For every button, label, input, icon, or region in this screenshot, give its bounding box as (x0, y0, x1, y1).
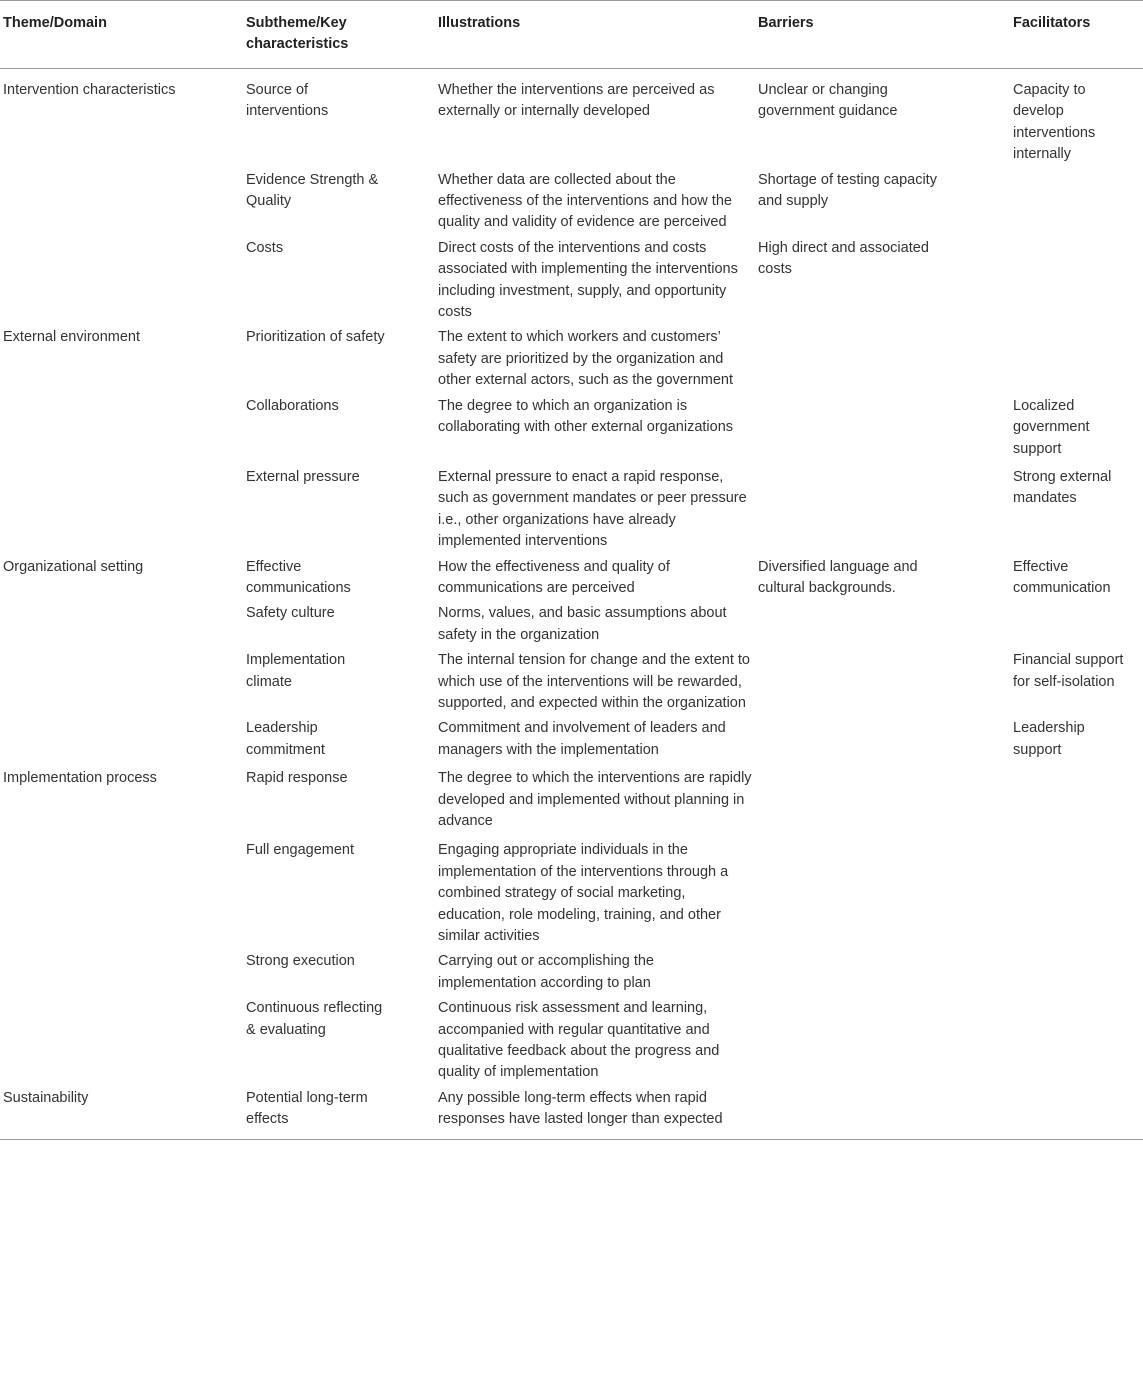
theme-cell (0, 650, 246, 718)
header-illustrations: Illustrations (438, 15, 521, 31)
facilitator-cell: Localized government support (1013, 397, 1090, 457)
theme-cell (0, 238, 246, 328)
illustration-cell: Any possible long-term effects when rapid responses have lasted longer than expected (438, 1089, 723, 1128)
facilitator-cell: Financial support for self-isolation (1013, 652, 1124, 690)
theme-cell (0, 603, 246, 650)
illustration-cell: How the effectiveness and quality of communications are perceived (438, 558, 670, 596)
table-header-row (0, 1, 1143, 69)
illustration-cell: Engaging appropriate individuals in the implementation of the interventions through a combined strategy of social marketing, education, role modeling, training, and other similar activities (438, 842, 729, 945)
barrier-cell: Diversified language and cultural backgrounds. (758, 558, 918, 596)
header-subtheme: Subtheme/Key characteristics (246, 15, 349, 52)
header-barriers: Barriers (758, 15, 814, 31)
subtheme-cell: Full engagement (246, 842, 355, 859)
subtheme-cell: Continuous reflecting & evaluating (246, 1000, 383, 1038)
table-row (0, 467, 1143, 557)
barrier-cell: Shortage of testing capacity and supply (758, 171, 937, 210)
table-row (0, 951, 1143, 998)
theme-cell (0, 840, 246, 951)
barrier-cell (758, 768, 1013, 840)
facilitator-cell: Strong external mandates (1013, 468, 1112, 507)
barrier-cell (758, 840, 1013, 951)
subtheme-cell: Rapid response (246, 770, 348, 787)
facilitator-cell (1013, 768, 1143, 840)
theme-cell (0, 170, 246, 238)
table-row (0, 69, 1143, 170)
illustration-cell: The internal tension for change and the extent to which use of the interventions will be rewarded, supported, and expected within the organization (438, 652, 750, 711)
table-row (0, 557, 1143, 604)
illustration-cell: Commitment and involvement of leaders and managers with the implementation (438, 720, 726, 758)
subtheme-cell: Collaborations (246, 397, 339, 414)
illustration-cell: Carrying out or accomplishing the implementation according to plan (438, 953, 654, 991)
subtheme-cell: Implementation climate (246, 652, 346, 690)
illustration-cell: Whether the interventions are perceived as externally or internally developed (438, 82, 715, 120)
theme-cell (0, 718, 246, 768)
subtheme-cell: External pressure (246, 468, 360, 485)
subtheme-cell: Prioritization of safety (246, 329, 385, 346)
barrier-cell (758, 718, 1013, 768)
illustration-cell: External pressure to enact a rapid response, such as government mandates or peer pressure i.e., other organizations have already implemented interventions (438, 468, 747, 550)
table-row (0, 327, 1143, 395)
subtheme-cell: Evidence Strength & Quality (246, 171, 379, 210)
barrier-cell (758, 1088, 1013, 1139)
illustration-cell: The degree to which an organization is collaborating with other external organizations (438, 397, 734, 436)
barrier-cell (758, 650, 1013, 718)
barrier-cell (758, 467, 1013, 557)
illustration-cell: The extent to which workers and customers’ safety are prioritized by the organization and other external actors, such as the government (438, 329, 733, 389)
facilitator-cell (1013, 998, 1143, 1088)
illustration-cell: Norms, values, and basic assumptions about safety in the organization (438, 605, 727, 643)
theme-cell: Implementation process (3, 770, 157, 787)
barrier-cell (758, 951, 1013, 998)
barrier-cell (758, 327, 1013, 395)
table-row (0, 396, 1143, 467)
theme-cell (0, 396, 246, 467)
illustration-cell: Direct costs of the interventions and costs associated with implementing the interventions including investment, supply, and opportunity costs (438, 239, 738, 321)
illustration-cell: Whether data are collected about the effectiveness of the interventions and how the quality and validity of evidence are perceived (438, 171, 732, 231)
barrier-cell (758, 603, 1013, 650)
illustration-cell: The degree to which the interventions are rapidly developed and implemented without planning in advance (438, 770, 752, 829)
table-row (0, 170, 1143, 238)
header-facilitators: Facilitators (1013, 15, 1091, 31)
table-row (0, 603, 1143, 650)
facilitator-cell (1013, 170, 1143, 238)
barrier-cell (758, 396, 1013, 467)
table-row (0, 998, 1143, 1088)
subtheme-cell: Leadership commitment (246, 720, 325, 758)
table-body (0, 69, 1143, 1140)
theme-cell (0, 467, 246, 557)
theme-cell (0, 951, 246, 998)
table-row (0, 1088, 1143, 1139)
barrier-cell (758, 998, 1013, 1088)
subtheme-cell: Costs (246, 239, 284, 256)
subtheme-cell: Effective communications (246, 558, 351, 596)
subtheme-cell: Source of interventions (246, 82, 329, 120)
facilitator-cell (1013, 238, 1143, 328)
facilitator-cell (1013, 603, 1143, 650)
illustration-cell: Continuous risk assessment and learning, accompanied with regular quantitative and qualitative feedback about the progress and quality of implementation (438, 1000, 720, 1081)
header-theme: Theme/Domain (3, 15, 107, 31)
theme-cell: Intervention characteristics (3, 82, 176, 98)
subtheme-cell: Potential long-term effects (246, 1089, 368, 1128)
facilitator-cell (1013, 1088, 1143, 1139)
facilitator-cell (1013, 327, 1143, 395)
subtheme-cell: Strong execution (246, 953, 355, 970)
table-row (0, 650, 1143, 718)
facilitator-cell: Effective communication (1013, 558, 1111, 596)
table-row (0, 238, 1143, 328)
theme-cell: Organizational setting (3, 558, 144, 575)
facilitator-cell (1013, 951, 1143, 998)
table-row (0, 768, 1143, 840)
table-row (0, 718, 1143, 768)
facilitator-cell (1013, 840, 1143, 951)
theme-cell: External environment (3, 329, 141, 346)
barrier-cell: Unclear or changing government guidance (758, 82, 898, 120)
facilitator-cell: Capacity to develop interventions internally (1013, 82, 1096, 163)
barrier-cell: High direct and associated costs (758, 239, 929, 278)
table-row (0, 840, 1143, 951)
theme-cell: Sustainability (3, 1089, 89, 1106)
facilitator-cell: Leadership support (1013, 720, 1085, 758)
subtheme-cell: Safety culture (246, 605, 335, 622)
theme-cell (0, 998, 246, 1088)
